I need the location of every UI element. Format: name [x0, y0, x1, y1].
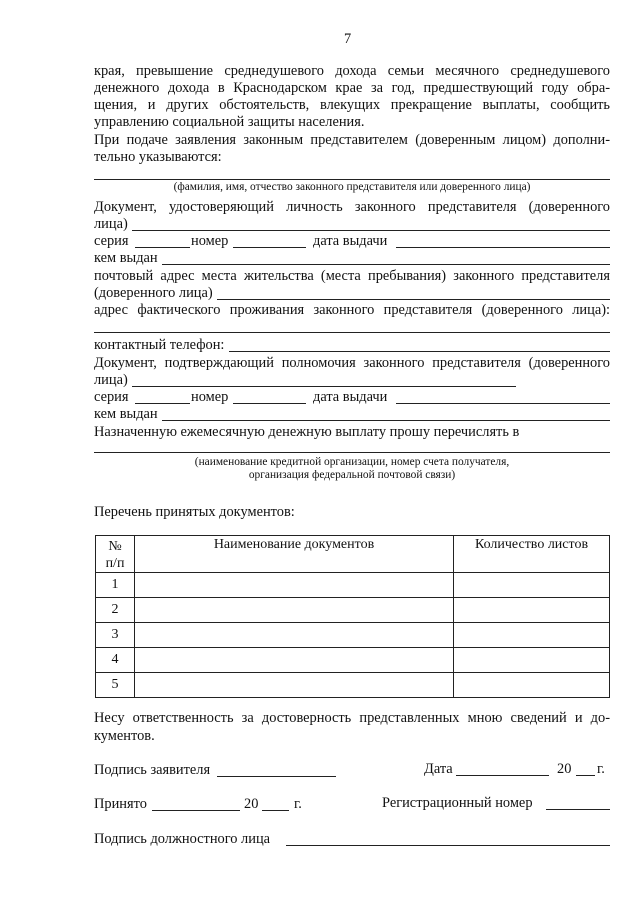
- column-header-number-line: п/п: [105, 556, 125, 571]
- registration-number-label: Регистрационный номер: [382, 795, 533, 811]
- issued-by-label: кем выдан: [94, 406, 158, 422]
- year-prefix: 20: [244, 796, 259, 812]
- authority-doc-label-2: лица): [94, 372, 128, 388]
- identity-doc-field[interactable]: [132, 230, 610, 231]
- page-number: 7: [344, 31, 352, 47]
- column-header-number-line: №: [108, 539, 122, 554]
- nomer-field[interactable]: [233, 247, 306, 248]
- postal-address-field[interactable]: [217, 299, 610, 300]
- table-row: [96, 598, 610, 623]
- postal-address-label-2: (доверенного лица): [94, 285, 213, 301]
- applicant-signature-field[interactable]: [217, 776, 336, 777]
- year-suffix: г.: [597, 761, 605, 777]
- table-row: [96, 623, 610, 648]
- responsibility-text-2: кументов.: [94, 728, 155, 744]
- documents-list-title: Перечень принятых документов:: [94, 504, 295, 520]
- document-name-cell[interactable]: [135, 623, 454, 648]
- row-number: 4: [96, 648, 135, 673]
- table-row: [96, 573, 610, 598]
- registration-number-field[interactable]: [546, 809, 610, 810]
- phone-label: контактный телефон:: [94, 337, 225, 353]
- table-row: [96, 673, 610, 698]
- nomer-field[interactable]: [233, 403, 306, 404]
- accepted-label: Принято: [94, 796, 147, 812]
- sheet-count-cell[interactable]: [454, 573, 610, 598]
- date-field[interactable]: [456, 775, 549, 776]
- seria-label: серия: [94, 233, 129, 249]
- actual-address-field[interactable]: [94, 332, 610, 333]
- issued-by-field[interactable]: [162, 264, 610, 265]
- paragraph-line: денежного дохода в Краснодарском крае за год, предшествующий году обра-: [94, 80, 610, 96]
- authority-doc-field[interactable]: [132, 386, 516, 387]
- paragraph-line: края, превышение среднедушевого дохода семьи месячного среднедушевого: [94, 63, 610, 79]
- sheet-count-cell[interactable]: [454, 648, 610, 673]
- document-name-cell[interactable]: [135, 673, 454, 698]
- applicant-signature-label: Подпись заявителя: [94, 762, 211, 778]
- issued-by-label: кем выдан: [94, 250, 158, 266]
- issued-by-field[interactable]: [162, 420, 610, 421]
- caption-bank-2: организация федеральной почтовой связи): [248, 469, 456, 481]
- column-header-name: Наименование документов: [135, 536, 454, 573]
- date-issue-field[interactable]: [396, 247, 610, 248]
- document-name-cell[interactable]: [135, 598, 454, 623]
- official-signature-field[interactable]: [286, 845, 610, 846]
- accepted-year-field[interactable]: [262, 810, 289, 811]
- sheet-count-cell[interactable]: [454, 623, 610, 648]
- table-header-row: [96, 536, 610, 573]
- identity-doc-label-2: лица): [94, 216, 128, 232]
- row-number: 3: [96, 623, 135, 648]
- row-number: 2: [96, 598, 135, 623]
- accepted-date-field[interactable]: [152, 810, 240, 811]
- year-field[interactable]: [576, 775, 595, 776]
- payment-label: Назначенную ежемесячную денежную выплату прошу перечислять в: [94, 424, 520, 440]
- fio-field[interactable]: [94, 179, 610, 180]
- document-name-cell[interactable]: [135, 648, 454, 673]
- paragraph-line: тельно указываются:: [94, 149, 222, 165]
- authority-doc-label: Документ, подтверждающий полномочия законного представителя (доверенного: [94, 355, 610, 371]
- date-issue-label: дата выдачи: [313, 389, 388, 405]
- identity-doc-label: Документ, удостоверяющий личность законного представителя (доверенного: [94, 199, 610, 215]
- date-issue-label: дата выдачи: [313, 233, 388, 249]
- row-number: 5: [96, 673, 135, 698]
- phone-field[interactable]: [229, 351, 610, 352]
- seria-field[interactable]: [135, 247, 190, 248]
- payment-field[interactable]: [94, 452, 610, 453]
- official-signature-label: Подпись должностного лица: [94, 831, 271, 847]
- paragraph-line: При подаче заявления законным представителем (доверенным лицом) дополни-: [94, 132, 610, 148]
- responsibility-text: Несу ответственность за достоверность представленных мною сведений и до-: [94, 710, 610, 726]
- paragraph-line: управлению социальной защиты населения.: [94, 114, 365, 130]
- actual-address-label: адрес фактического проживания законного представителя (доверенного лица):: [94, 302, 610, 318]
- sheet-count-cell[interactable]: [454, 598, 610, 623]
- postal-address-label: почтовый адрес места жительства (места пребывания) законного представителя: [94, 268, 610, 284]
- paragraph-line: щения, и других обстоятельств, влекущих прекращение выплаты, сообщить: [94, 97, 610, 113]
- year-suffix: г.: [294, 796, 302, 812]
- caption-fio: (фамилия, имя, отчество законного представителя или доверенного лица): [173, 181, 531, 193]
- sheet-count-cell[interactable]: [454, 673, 610, 698]
- row-number: 1: [96, 573, 135, 598]
- documents-table: [95, 535, 610, 698]
- seria-field[interactable]: [135, 403, 190, 404]
- nomer-label: номер: [191, 233, 229, 249]
- caption-bank: (наименование кредитной организации, номер счета получателя,: [194, 456, 510, 468]
- seria-label: серия: [94, 389, 129, 405]
- nomer-label: номер: [191, 389, 229, 405]
- date-issue-field[interactable]: [396, 403, 610, 404]
- column-header-count: Количество листов: [454, 536, 610, 573]
- table-row: [96, 648, 610, 673]
- column-header-number: [96, 536, 135, 573]
- document-name-cell[interactable]: [135, 573, 454, 598]
- date-label: Дата: [424, 761, 453, 777]
- year-prefix: 20: [557, 761, 572, 777]
